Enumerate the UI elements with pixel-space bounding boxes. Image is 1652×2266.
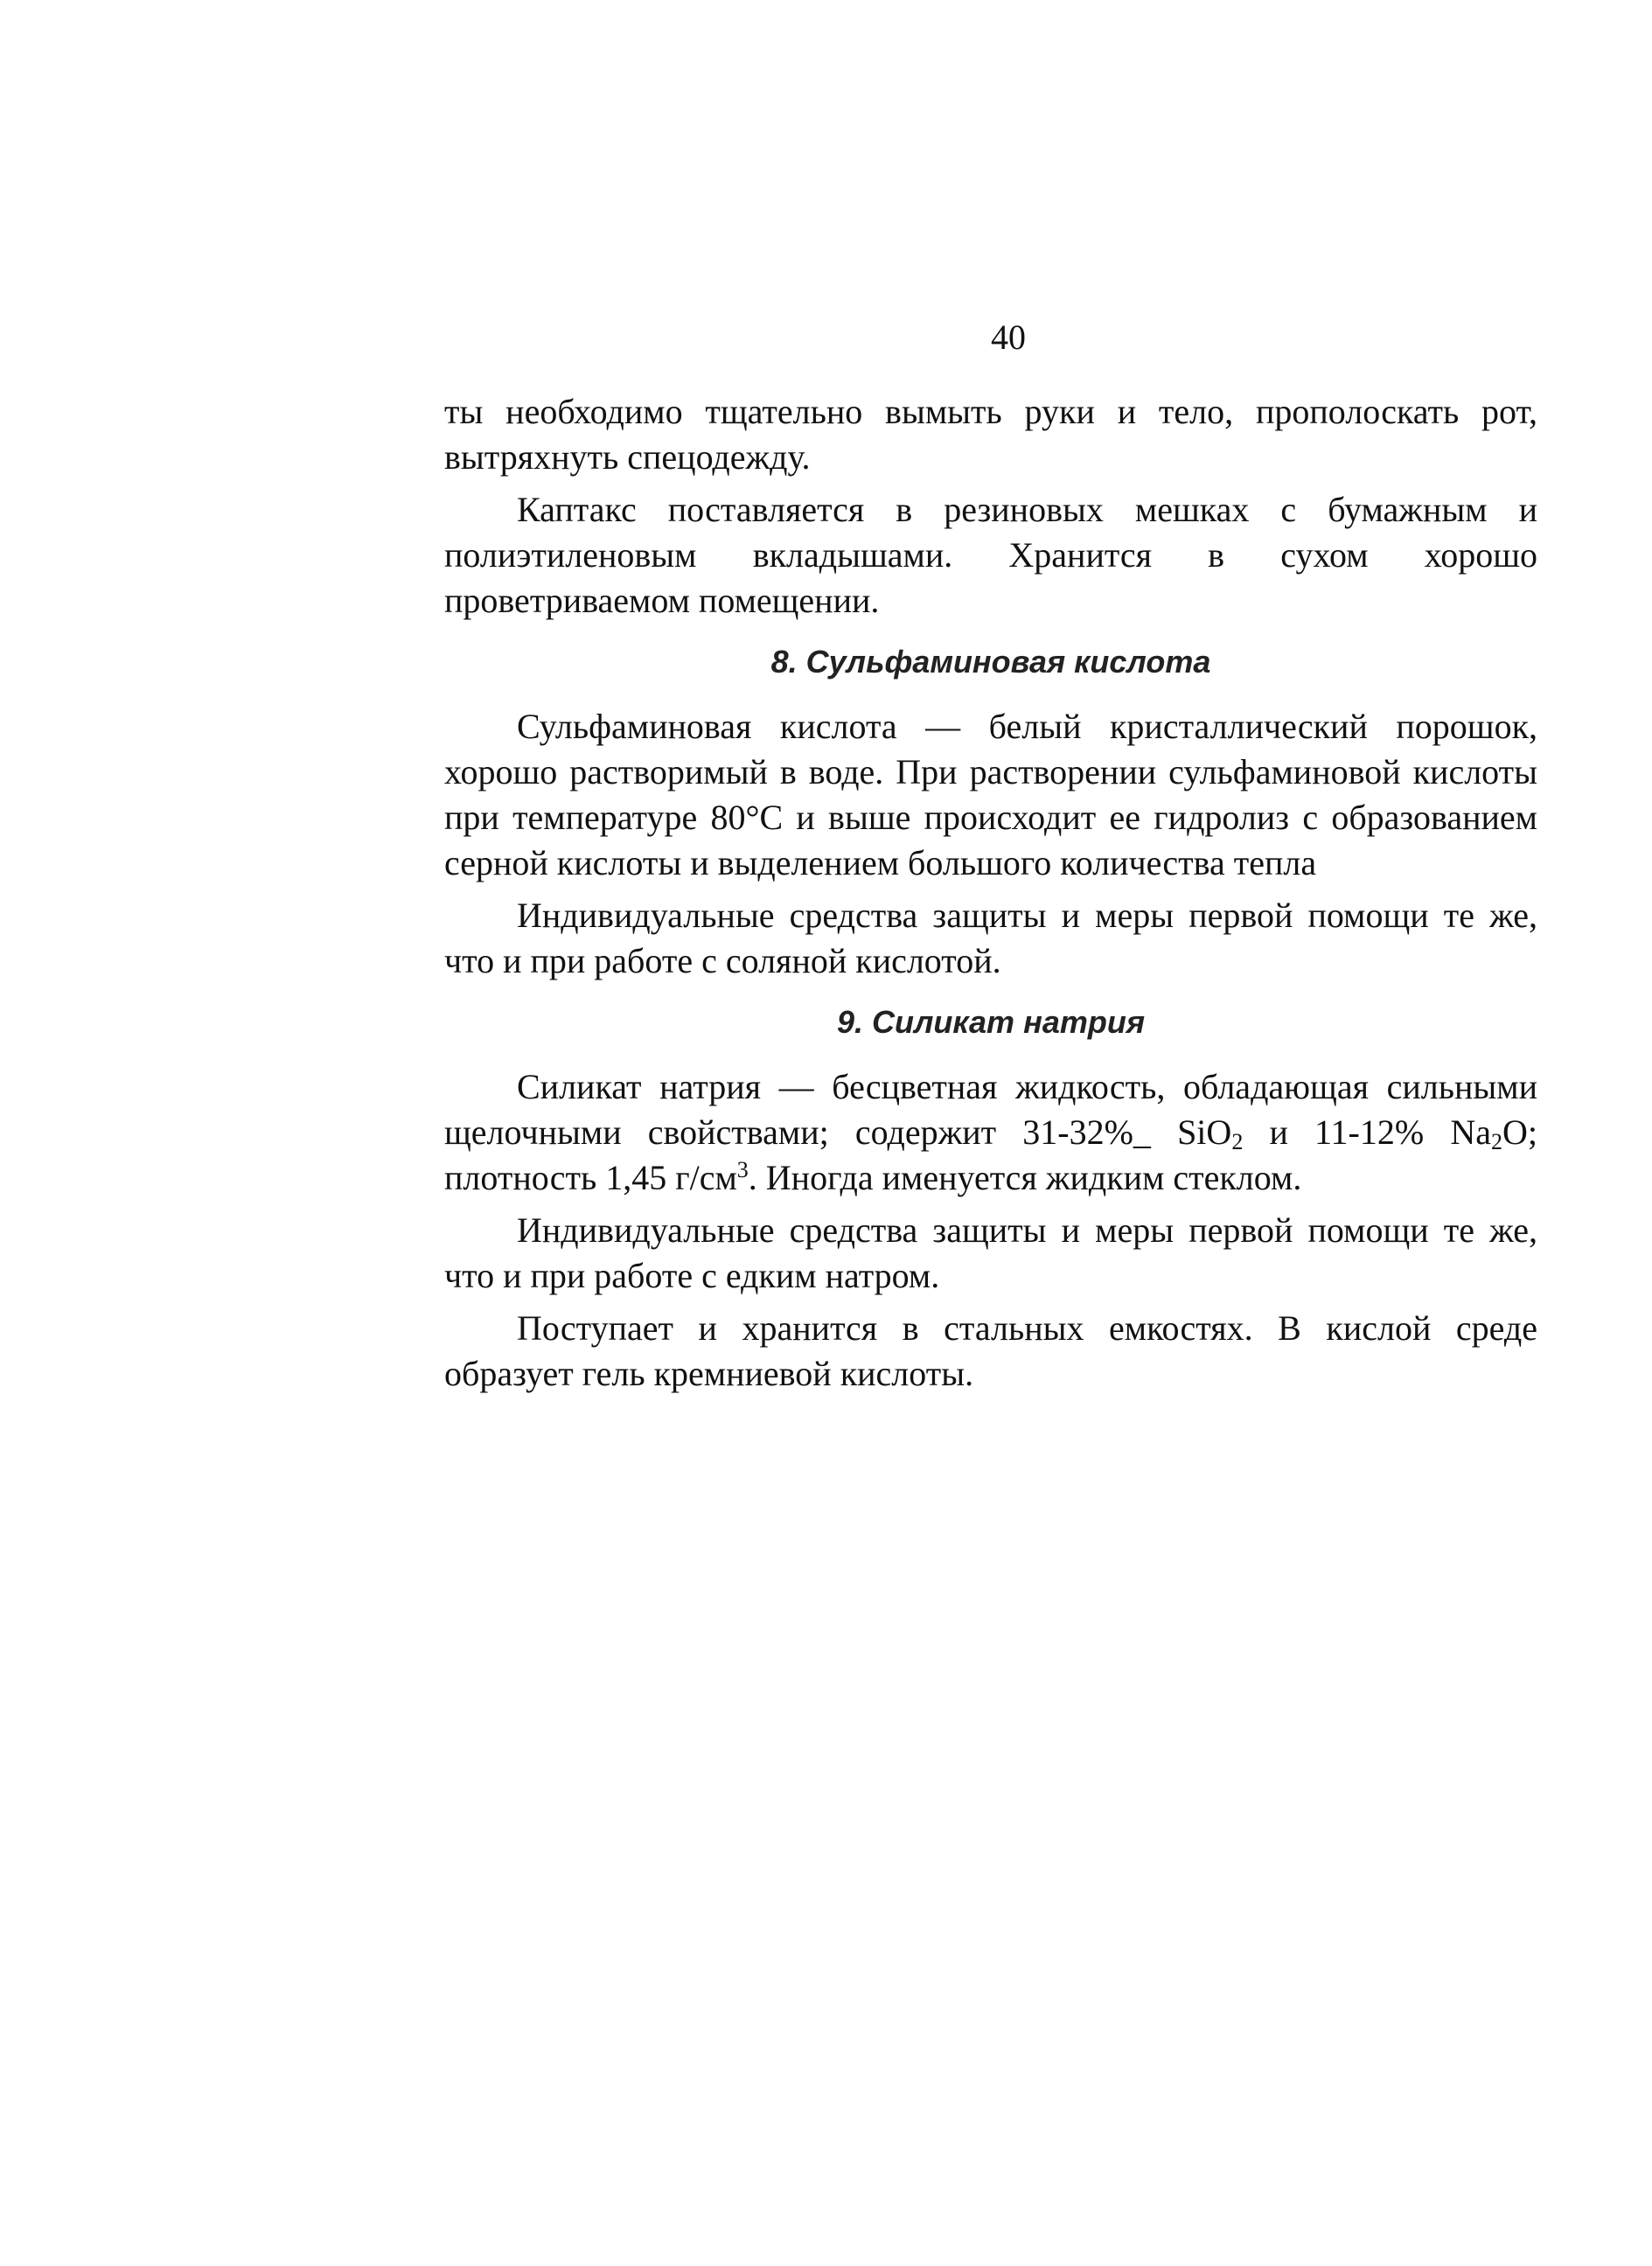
text-segment: и 11-12% Na xyxy=(1243,1112,1491,1152)
paragraph-sodium-silicate-protection: Индивидуальные средства защиты и меры первой помощи те же, что и при работе с едким натром. xyxy=(444,1210,1537,1295)
text-segment: . Иногда именуется жидким стеклом. xyxy=(748,1158,1302,1197)
page-content xyxy=(444,315,1537,1404)
section-heading-sulfamic-acid: 8. Сульфаминовая кислота xyxy=(770,644,1211,680)
text-segment: Силикат натрия — бесцветная жидкость, обладающая сильными щелочными свойствами; содержит 31-32%_ SiO xyxy=(444,1067,1537,1152)
section-heading-sodium-silicate: 9. Силикат натрия xyxy=(836,1004,1146,1040)
paragraph-sodium-silicate-storage: Поступает и хранится в стальных емкостях. В кислой среде образует гель кремниевой кислоты. xyxy=(444,1308,1537,1393)
paragraph-kaptaks-storage: Каптакс поставляется в резиновых мешках с бумажным и полиэтиленовым вкладышами. Хранится в сухом хорошо проветриваемом помещении. xyxy=(444,490,1537,620)
subscript: 2 xyxy=(1231,1129,1244,1154)
paragraph-sulfamic-acid-protection: Индивидуальные средства защиты и меры первой помощи те же, что и при работе с соляной кислотой. xyxy=(444,896,1537,980)
subscript: 2 xyxy=(1491,1129,1502,1154)
page-number: 40 xyxy=(991,317,1026,357)
paragraph-continuation: ты необходимо тщательно вымыть руки и тело, прополоскать рот, вытряхнуть спецодежду. xyxy=(444,392,1537,477)
text-segment: O; плотность 1,45 г/см xyxy=(444,1112,1537,1197)
paragraph-sulfamic-acid-description: Сульфаминовая кислота — белый кристаллический порошок, хорошо растворимый в воде. При растворении сульфаминовой кислоты при температуре 80°С и выше происходит ее гидролиз с образованием серной кислоты и выделением большого количества тепла xyxy=(444,707,1537,882)
paragraph-sodium-silicate-description xyxy=(444,1064,1537,1201)
superscript: 3 xyxy=(736,1157,749,1182)
